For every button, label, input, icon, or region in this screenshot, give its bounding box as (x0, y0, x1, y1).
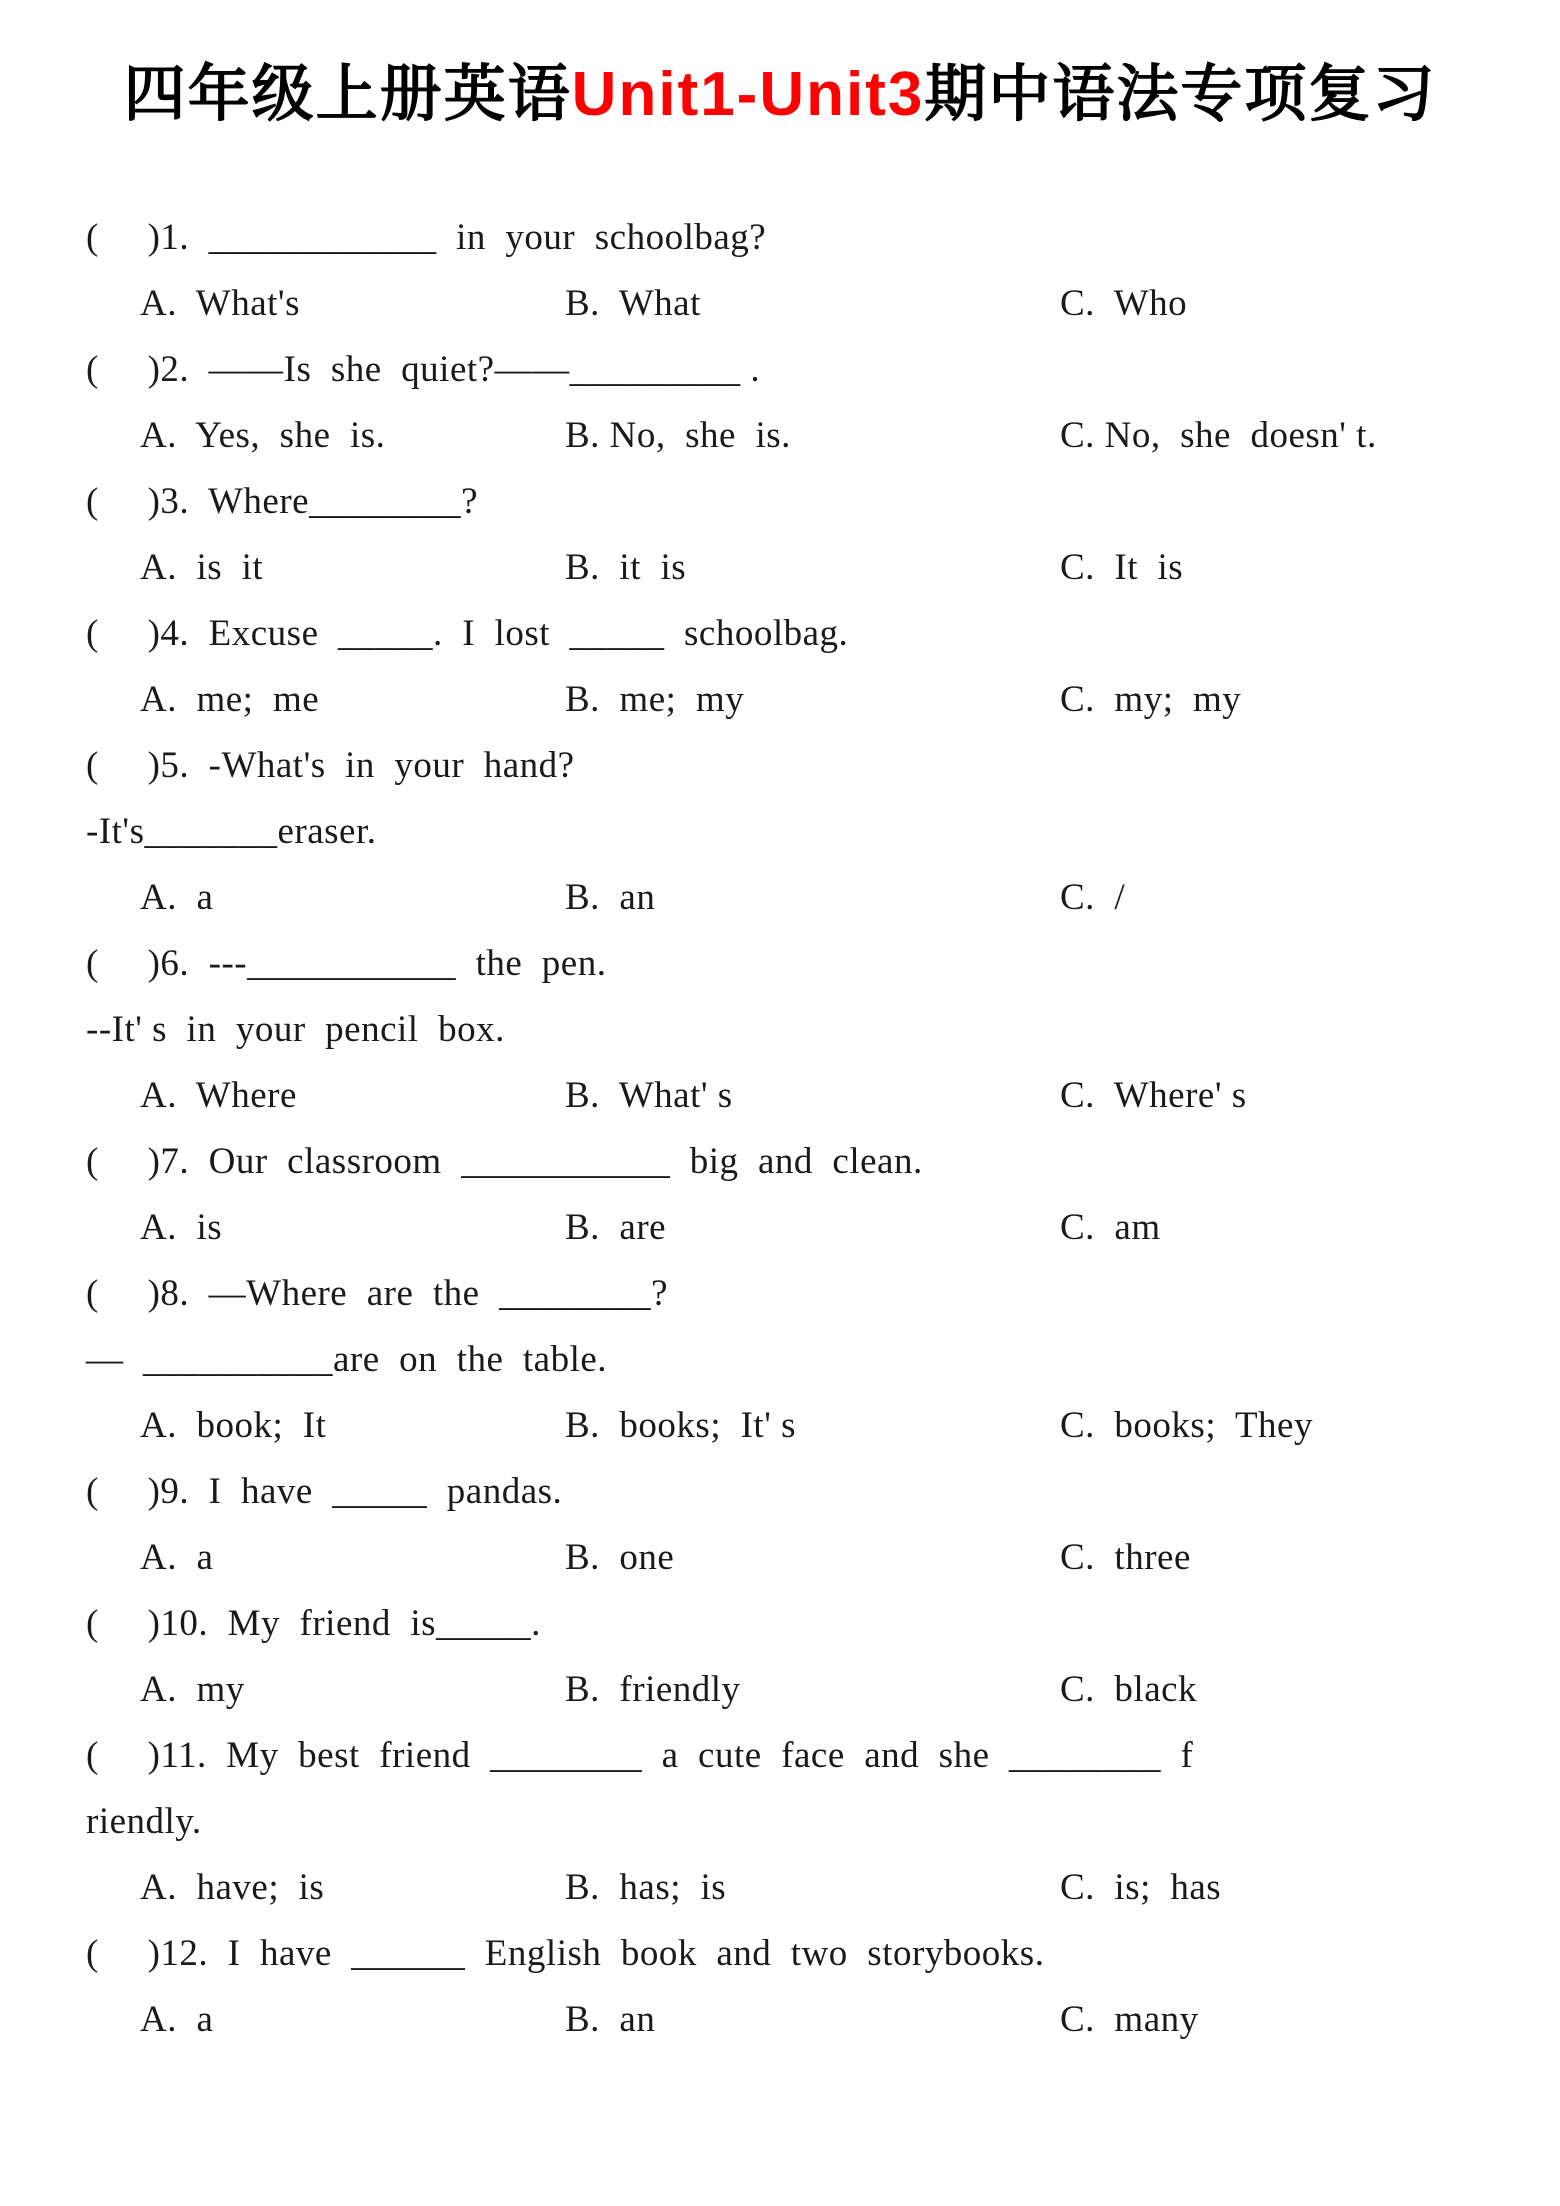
options-row (0, 271, 1560, 337)
question-9 (0, 1459, 1560, 1591)
question-continuation: — __________are on the table. (86, 1339, 608, 1381)
question-stem: ( )7. Our classroom ___________ big and clean. (86, 1141, 923, 1183)
options-row (0, 667, 1560, 733)
question-12 (0, 1921, 1560, 2053)
option-c: C. Who (1060, 283, 1188, 325)
option-c: C. many (1060, 1999, 1199, 2041)
question-stem: ( )8. —Where are the ________? (86, 1273, 669, 1315)
option-b: B. friendly (565, 1669, 741, 1711)
option-a: A. my (140, 1669, 245, 1711)
question-10 (0, 1591, 1560, 1723)
question-continuation: -It's_______eraser. (86, 811, 377, 853)
option-a: A. have; is (140, 1867, 325, 1909)
question-stem: ( )11. My best friend ________ a cute face and she ________ f (86, 1735, 1194, 1777)
question-1 (0, 205, 1560, 337)
option-b: B. it is (565, 547, 687, 589)
question-stem: ( )10. My friend is_____. (86, 1603, 541, 1645)
option-b: B. me; my (565, 679, 745, 721)
option-a: A. a (140, 1999, 214, 2041)
question-stem: ( )5. -What's in your hand? (86, 745, 575, 787)
question-list (0, 205, 1560, 2053)
options-row (0, 865, 1560, 931)
title-suffix: 期中语法专项复习 (924, 60, 1437, 129)
option-b: B. an (565, 877, 656, 919)
question-stem: ( )2. ——Is she quiet?——_________ . (86, 349, 761, 391)
option-a: A. What's (140, 283, 300, 325)
title-highlight: Unit1-Unit3 (571, 60, 925, 129)
question-4 (0, 601, 1560, 733)
option-b: B. No, she is. (565, 415, 791, 457)
option-a: A. Where (140, 1075, 297, 1117)
option-c: C. is; has (1060, 1867, 1222, 1909)
option-b: B. books; It' s (565, 1405, 797, 1447)
question-stem: ( )3. Where________? (86, 481, 478, 523)
options-row (0, 1987, 1560, 2053)
question-stem: ( )9. I have _____ pandas. (86, 1471, 563, 1513)
question-8 (0, 1261, 1560, 1459)
options-row (0, 1657, 1560, 1723)
option-b: B. are (565, 1207, 667, 1249)
option-c: C. black (1060, 1669, 1198, 1711)
options-row (0, 1525, 1560, 1591)
options-row (0, 1855, 1560, 1921)
options-row (0, 535, 1560, 601)
question-stem: ( )12. I have ______ English book and two storybooks. (86, 1933, 1045, 1975)
option-c: C. my; my (1060, 679, 1242, 721)
options-row (0, 1195, 1560, 1261)
question-3 (0, 469, 1560, 601)
option-c: C. No, she doesn' t. (1060, 415, 1377, 457)
option-a: A. Yes, she is. (140, 415, 386, 457)
question-6 (0, 931, 1560, 1129)
title-prefix: 四年级上册英语 (123, 60, 572, 129)
option-a: A. is it (140, 547, 264, 589)
option-a: A. a (140, 1537, 214, 1579)
option-c: C. / (1060, 877, 1126, 919)
option-b: B. one (565, 1537, 675, 1579)
option-c: C. three (1060, 1537, 1191, 1579)
question-11 (0, 1723, 1560, 1921)
options-row (0, 403, 1560, 469)
question-2 (0, 337, 1560, 469)
question-stem: ( )4. Excuse _____. I lost _____ schoolbag. (86, 613, 849, 655)
option-b: B. What (565, 283, 701, 325)
option-b: B. What' s (565, 1075, 733, 1117)
option-a: A. a (140, 877, 214, 919)
option-a: A. me; me (140, 679, 320, 721)
option-a: A. is (140, 1207, 223, 1249)
question-5 (0, 733, 1560, 931)
question-continuation: --It' s in your pencil box. (86, 1009, 505, 1051)
option-c: C. It is (1060, 547, 1184, 589)
question-continuation: riendly. (86, 1801, 202, 1843)
option-c: C. am (1060, 1207, 1161, 1249)
option-a: A. book; It (140, 1405, 327, 1447)
option-c: C. books; They (1060, 1405, 1313, 1447)
option-b: B. has; is (565, 1867, 727, 1909)
option-b: B. an (565, 1999, 656, 2041)
question-stem: ( )1. ____________ in your schoolbag? (86, 217, 767, 259)
options-row (0, 1393, 1560, 1459)
question-stem: ( )6. ---___________ the pen. (86, 943, 607, 985)
option-c: C. Where' s (1060, 1075, 1247, 1117)
options-row (0, 1063, 1560, 1129)
question-7 (0, 1129, 1560, 1261)
page-title (0, 0, 1560, 127)
